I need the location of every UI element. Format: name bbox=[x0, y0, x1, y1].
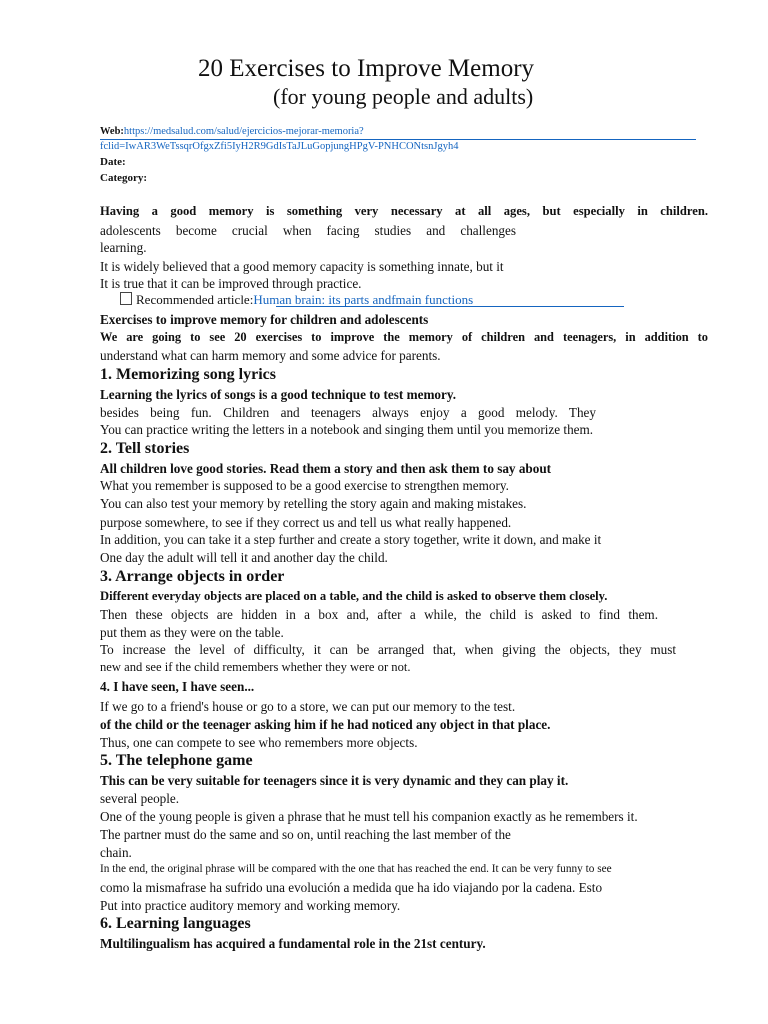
section-line: To increase the level of difficulty, it can be arranged that, when giving the objects, they must bbox=[100, 642, 676, 657]
section-line: You can practice writing the letters in a notebook and singing them until you memorize them. bbox=[100, 422, 594, 437]
section-line: If we go to a friend's house or go to a store, we can put our memory to the test. bbox=[100, 699, 516, 714]
section-heading: 2. Tell stories bbox=[100, 440, 190, 457]
exercises-intro-line: We are going to see 20 exercises to improve the memory of children and teenagers, in addition to bbox=[100, 330, 708, 344]
section-line: Learning the lyrics of songs is a good technique to test memory. bbox=[100, 387, 457, 402]
section-heading: 6. Learning languages bbox=[100, 915, 251, 932]
category-label: Category: bbox=[100, 172, 148, 184]
section-line: You can also test your memory by retelling the story again and making mistakes. bbox=[100, 496, 527, 511]
exercises-heading: Exercises to improve memory for children and adolescents bbox=[100, 312, 429, 327]
web-line bbox=[100, 125, 696, 140]
section-line: purpose somewhere, to see if they correct us and tell us what really happened. bbox=[100, 515, 512, 530]
checkbox-icon bbox=[120, 292, 132, 305]
section-line: several people. bbox=[100, 791, 180, 806]
section-line: One day the adult will tell it and another day the child. bbox=[100, 550, 388, 565]
section-heading: 3. Arrange objects in order bbox=[100, 568, 285, 585]
intro-line: It is true that it can be improved through practice. bbox=[100, 276, 362, 291]
section-line: put them as they were on the table. bbox=[100, 625, 284, 640]
intro-line: It is widely believed that a good memory capacity is something innate, but it bbox=[100, 259, 504, 274]
section-heading: 4. I have seen, I have seen... bbox=[100, 679, 255, 694]
section-line: What you remember is supposed to be a good exercise to strengthen memory. bbox=[100, 478, 509, 493]
section-heading: 5. The telephone game bbox=[100, 752, 253, 769]
section-line: Then these objects are hidden in a box and, after a while, the child is asked to find them. bbox=[100, 607, 658, 622]
section-line: In the end, the original phrase will be compared with the one that has reached the end. It can be very funny to see bbox=[100, 863, 612, 875]
section-line: All children love good stories. Read them a story and then ask them to say about bbox=[100, 461, 552, 476]
exercises-intro-line: understand what can harm memory and some advice for parents. bbox=[100, 348, 441, 363]
section-line: chain. bbox=[100, 845, 132, 860]
section-line: Different everyday objects are placed on a table, and the child is asked to observe them closely. bbox=[100, 589, 608, 603]
section-line: besides being fun. Children and teenagers always enjoy a good melody. They bbox=[100, 405, 596, 420]
document-subtitle: (for young people and adults) bbox=[273, 84, 534, 109]
section-line: new and see if the child remembers whether they were or not. bbox=[100, 660, 411, 674]
web-label: Web: bbox=[100, 126, 124, 137]
recommended-link[interactable]: Human brain: its parts andfmain functions bbox=[253, 292, 474, 307]
intro-line: adolescents become crucial when facing studies and challenges bbox=[100, 223, 516, 238]
web-url-link-cont[interactable]: fclid=IwAR3WeTssqrOfgxZfi5IyH2R9GdIsTaJLuGopjungHPgV-PNHCONtsnJgyh4 bbox=[100, 141, 459, 152]
document-title: 20 Exercises to Improve Memory bbox=[198, 55, 535, 82]
intro-line: Having a good memory is something very necessary at all ages, but especially in children. bbox=[100, 204, 708, 218]
section-line: Put into practice auditory memory and working memory. bbox=[100, 898, 401, 913]
section-line: Thus, one can compete to see who remembers more objects. bbox=[100, 735, 418, 750]
section-line: This can be very suitable for teenagers since it is very dynamic and they can play it. bbox=[100, 773, 569, 788]
section-line: One of the young people is given a phrase that he must tell his companion exactly as he remembers it. bbox=[100, 809, 638, 824]
section-line: The partner must do the same and so on, until reaching the last member of the bbox=[100, 827, 511, 842]
section-line: In addition, you can take it a step further and create a story together, write it down, and make it bbox=[100, 532, 602, 547]
date-label: Date: bbox=[100, 156, 126, 168]
section-heading: 1. Memorizing song lyrics bbox=[100, 366, 276, 383]
section-line: como la mismafrase ha sufrido una evolución a medida que ha ido viajando por la cadena. Esto bbox=[100, 880, 603, 895]
link-underline bbox=[276, 306, 624, 307]
web-url-link[interactable]: https://medsalud.com/salud/ejercicios-mejorar-memoria? bbox=[123, 126, 364, 137]
section-line: of the child or the teenager asking him if he had noticed any object in that place. bbox=[100, 717, 551, 732]
intro-line: learning. bbox=[100, 240, 147, 255]
recommended-label: Recommended article: bbox=[136, 292, 254, 307]
section-line: Multilingualism has acquired a fundamental role in the 21st century. bbox=[100, 936, 486, 951]
